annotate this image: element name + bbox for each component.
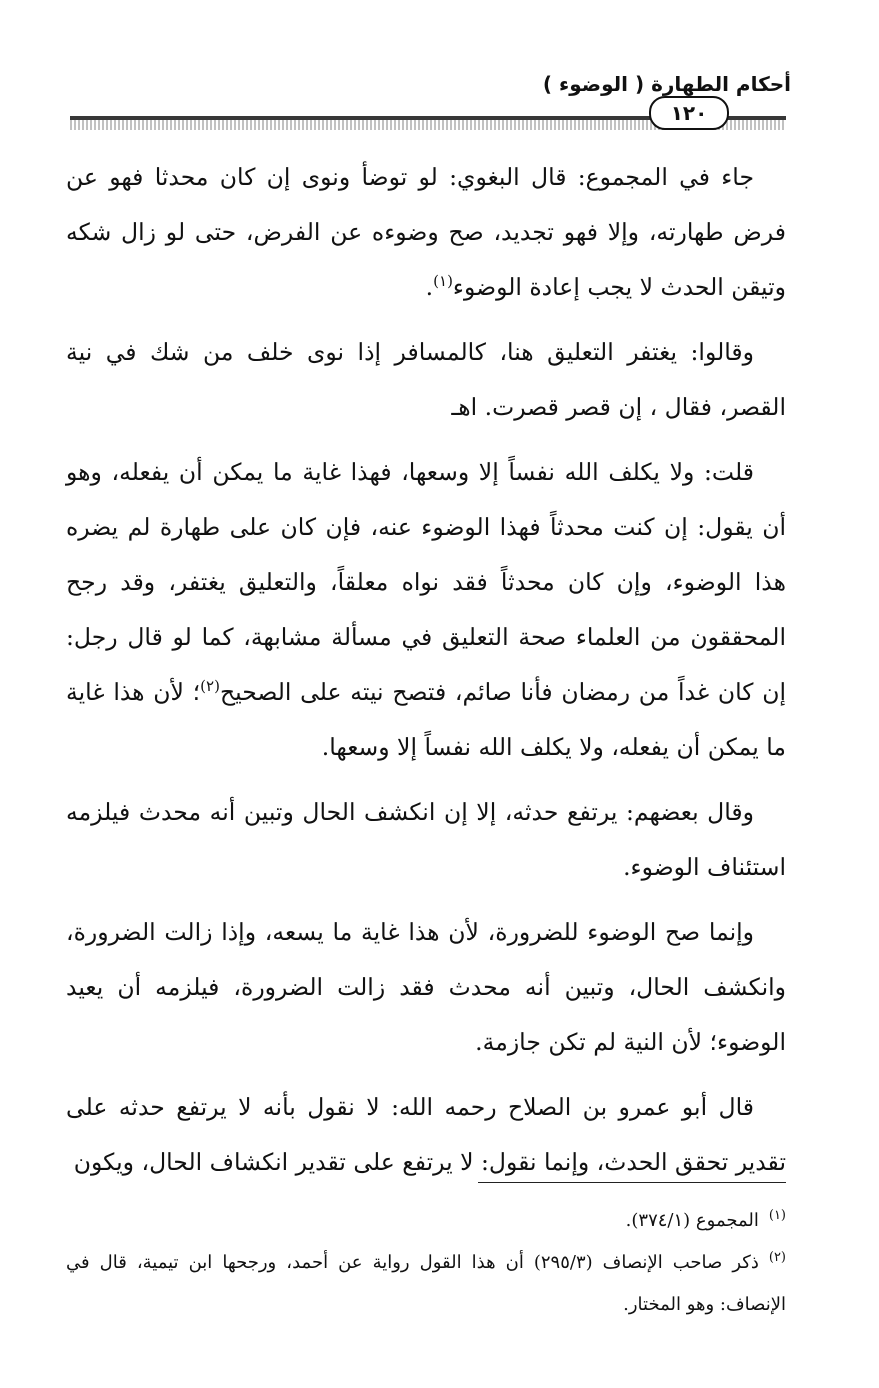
- paragraph-text: جاء في المجموع: قال البغوي: لو توضأ ونوى إن كان محدثا فهو عن فرض طهارته، وإلا فهو تجديد، صح وضوءه عن الفرض، حتى لو زال شكه وتيقن الحدث لا يجب إعادة الوضوء: [66, 163, 786, 301]
- paragraph: [66, 905, 786, 1070]
- paragraph-text: وقالوا: يغتفر التعليق هنا، كالمسافر إذا نوى خلف من شك في نية القصر، فقال ، إن قصر قصرت. اهـ: [66, 338, 786, 421]
- paragraph: [66, 325, 786, 435]
- body-text: [66, 150, 786, 1200]
- footnote-reference: (١): [433, 272, 453, 291]
- footnote-text: ذكر صاحب الإنصاف (٢٩٥/٣) أن هذا القول رواية عن أحمد، ورجحها ابن تيمية، قال في الإنصاف: وهو المختار.: [66, 1252, 786, 1315]
- footnote-text: المجموع (٣٧٤/١).: [625, 1210, 759, 1231]
- paragraph: [66, 785, 786, 895]
- running-header-title: أحكام الطهارة ( الوضوء ): [542, 72, 791, 96]
- footnote-mark: (١): [768, 1208, 786, 1223]
- paragraph: [66, 1080, 786, 1190]
- footnote: [66, 1242, 786, 1326]
- footnote-separator: [478, 1182, 786, 1183]
- page-number: ١٢٠: [649, 96, 729, 130]
- paragraph-text-tail: .: [425, 273, 434, 301]
- paragraph-text: وقال بعضهم: يرتفع حدثه، إلا إن انكشف الحال وتبين أنه محدث فيلزمه استئناف الوضوء.: [66, 798, 786, 881]
- paragraph-text-tail: ؛ لأن هذا غاية ما يمكن أن يفعله، ولا يكلف الله نفساً إلا وسعها.: [66, 678, 786, 761]
- paragraph: [66, 150, 786, 315]
- footnote: [66, 1200, 786, 1242]
- paragraph-text: قال أبو عمرو بن الصلاح رحمه الله: لا نقول بأنه لا يرتفع حدثه على تقدير تحقق الحدث، وإنما نقول: لا يرتفع على تقدير انكشاف الحال، ويكون: [66, 1093, 786, 1176]
- footnotes: [66, 1200, 786, 1326]
- footnote-mark: (٢): [768, 1250, 786, 1265]
- paragraph-text: قلت: ولا يكلف الله نفساً إلا وسعها، فهذا غاية ما يمكن أن يفعله، وهو أن يقول: إن كنت محدثاً فهذا الوضوء عنه، فإن كان على طهارة لم يضره هذا الوضوء، وإن كان محدثاً فقد نواه معلقاً، والتعليق يغتفر، وقد رجح المحققون من العلماء صحة التعليق في مسألة مشابهة، كما لو قال رجل: إن كان غداً من رمضان فأنا صائم، فتصح نيته على الصحيح: [66, 458, 786, 706]
- paragraph-text: وإنما صح الوضوء للضرورة، لأن هذا غاية ما يسعه، وإذا زالت الضرورة، وانكشف الحال، وتبين أنه محدث فقد زالت الضرورة، فيلزمه أن يعيد الوضوء؛ لأن النية لم تكن جازمة.: [66, 918, 786, 1056]
- paragraph: [66, 445, 786, 775]
- footnote-reference: (٢): [200, 677, 220, 696]
